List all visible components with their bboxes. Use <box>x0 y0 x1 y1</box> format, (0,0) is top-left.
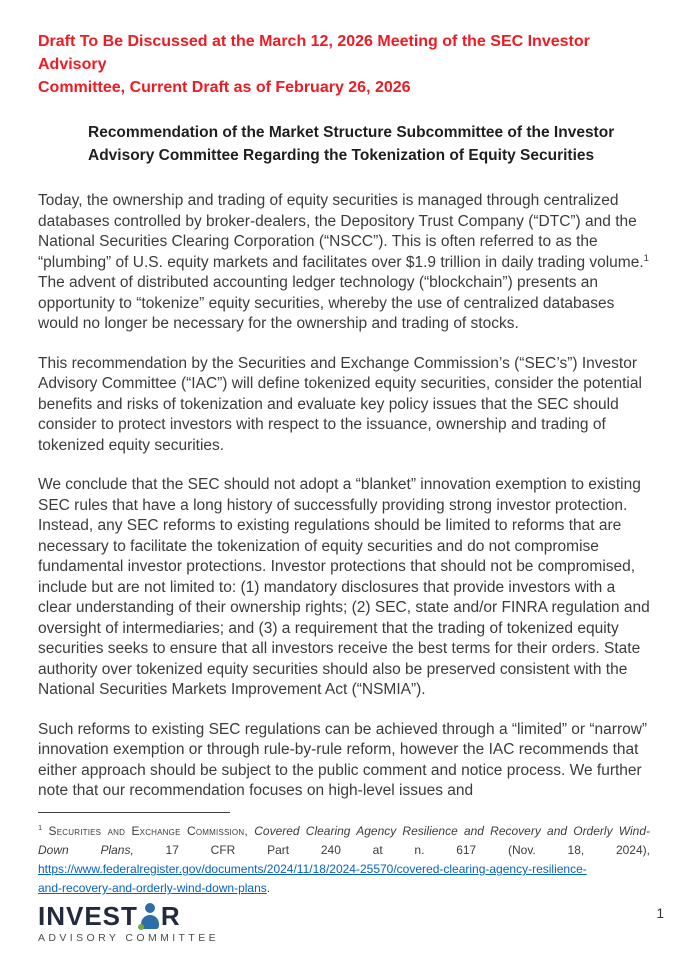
draft-notice <box>38 30 650 99</box>
document-title-line-1: Recommendation of the Market Structure Subcommittee of the Investor <box>88 124 615 141</box>
footnote-case-title-part-2: Down Plans, <box>38 843 134 857</box>
paragraph-3: We conclude that the SEC should not adopt a “blanket” innovation exemption to existing SEC rules that have a long history of successfully providing strong investor protection. Instead, any SEC reforms to existing regulations should be limited to reforms that are necessary to facilitate the tokenization of equity securities and do not compromise fundamental investor protections. Investor protections that should not be compromised, include but are not limited to: (1) mandatory disclosures that provide investors with a clear understanding of their ownership rights; (2) SEC, state and/or FINRA regulation and oversight of intermediaries; and (3) a requirement that the trading of tokenized equity securities seeks to ensure that all investors receive the best terms for their orders. State authority over tokenized equity securities should also be preserved consistent with the National Securities Markets Improvement Act (“NSMIA”). <box>38 476 650 698</box>
document-title <box>88 121 650 167</box>
footnote-reference-1: 1 <box>643 252 649 264</box>
page-number: 1 <box>656 906 664 921</box>
footnote-separator <box>38 812 230 813</box>
draft-notice-line-2: Committee, Current Draft as of February 26, 2026 <box>38 79 411 96</box>
investor-person-icon <box>139 903 160 929</box>
paragraph-1-text-after-ref: The advent of distributed accounting ledger technology (“blockchain”) presents an opportunity to “tokenize” equity securities, whereby the use of centralized databases would no longer be necessary for the ownership and trading of stocks. <box>38 274 615 332</box>
iac-logo-wordmark <box>38 903 219 929</box>
iac-logo <box>38 903 219 944</box>
paragraph-4: Such reforms to existing SEC regulations can be achieved through a “limited” or “narrow” innovation exemption or through rule-by-rule reform, however the IAC recommends that either approach should be subject to the public comment and notice process. We further note that our recommendation focuses on high-level issues and <box>38 720 648 799</box>
footnote-1 <box>38 822 650 898</box>
logo-text-r: R <box>160 901 181 931</box>
coin-icon <box>138 924 144 930</box>
document-title-line-2: Advisory Committee Regarding the Tokenization of Equity Securities <box>88 147 595 164</box>
person-head-shape <box>145 903 155 913</box>
footnote-source-name: Securities and Exchange Commission, <box>42 824 255 838</box>
footnote-end-period: . <box>266 881 271 895</box>
footnote-line-1 <box>38 822 650 841</box>
paragraph-1-text-before-ref: Today, the ownership and trading of equity securities is managed through centralized databases controlled by broker-dealers, the Depository Trust Company (“DTC”) and the National Securities Clearing Corporation (“NSCC”). This is often referred to as the “plumbing” of U.S. equity markets and facilitates over $1.9 trillion in daily trading volume. <box>38 192 644 271</box>
logo-subtitle: ADVISORY COMMITTEE <box>38 932 219 944</box>
footnote-line-4 <box>38 879 650 898</box>
footnote-line-3 <box>38 860 650 879</box>
footnote-citation: 17 CFR Part 240 at n. 617 (Nov. 18, 2024), <box>133 843 650 857</box>
paragraph-2: This recommendation by the Securities and Exchange Commission’s (“SEC’s”) Investor Advisory Committee (“IAC”) will define tokenized equity securities, consider the potential benefits and risks of tokenization and evaluate key policy issues that the SEC should consider to protect investors with respect to the issuance, ownership and trading of tokenized equity securities. <box>38 354 642 454</box>
footnote-case-title-part-1: Covered Clearing Agency Resilience and Recovery and Orderly Wind- <box>254 824 650 838</box>
footnote-line-2 <box>38 841 650 860</box>
footnote-hyperlink-part-1[interactable]: https://www.federalregister.gov/documents/2024/11/18/2024-25570/covered-clearing-agency-resilience- <box>38 862 587 876</box>
footnote-area <box>38 812 650 898</box>
logo-text-invest: INVEST <box>38 901 138 931</box>
document-body <box>38 191 650 802</box>
paragraph-1 <box>38 191 650 335</box>
footnote-hyperlink-part-2[interactable]: and-recovery-and-orderly-wind-down-plans <box>38 881 267 895</box>
draft-notice-line-1: Draft To Be Discussed at the March 12, 2026 Meeting of the SEC Investor Advisory <box>38 33 590 73</box>
footnote-marker: 1 <box>38 823 43 832</box>
